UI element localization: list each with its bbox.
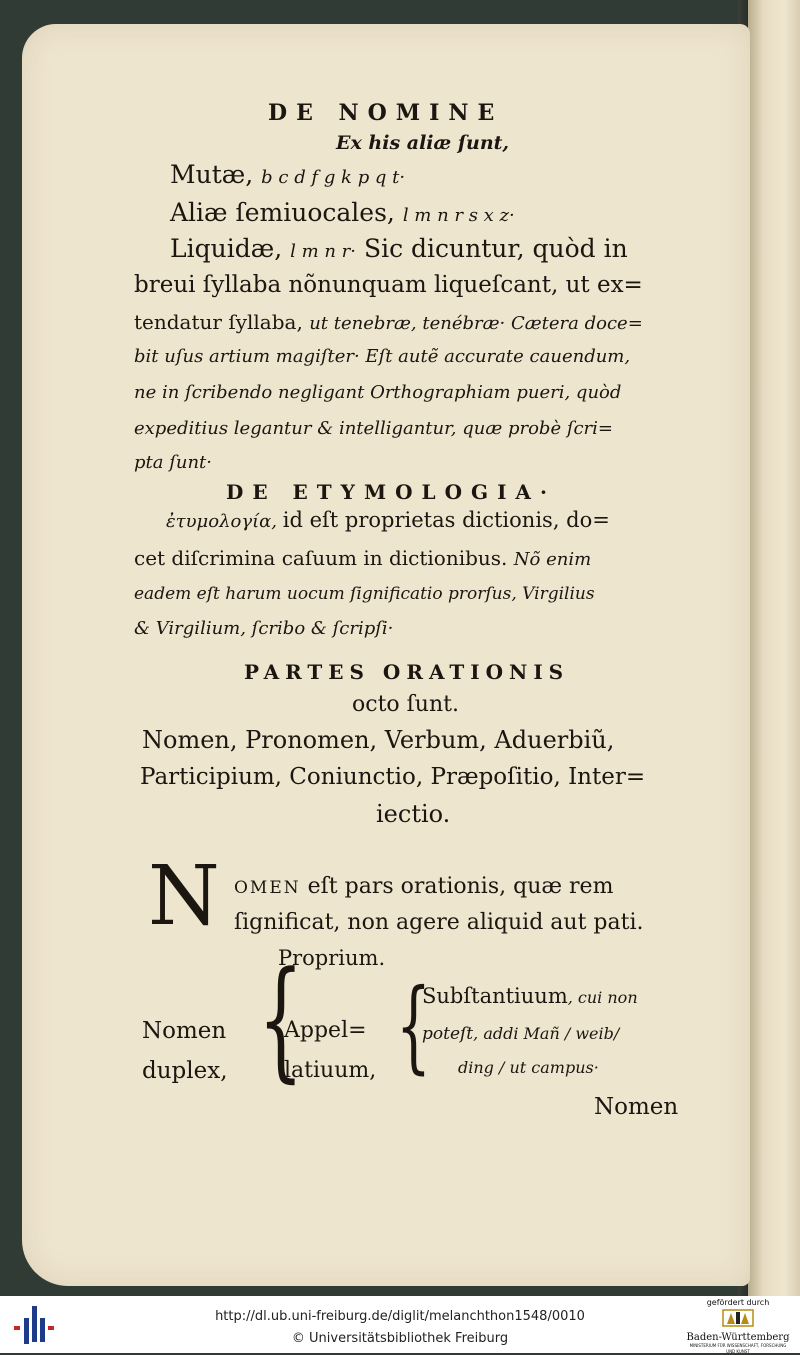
text-line: pta ſunt· [134,452,213,473]
text-line: iectio. [376,800,451,828]
subheading: Ex his aliæ ſunt, [336,132,510,154]
text-line: & Virgilium, ſcribo & ſcripſi· [134,618,394,639]
text-line: ſignificat, non agere aliquid aut pati. [234,910,644,935]
sponsor-top-text: gefördert durch [706,1298,770,1307]
text-line: Nomen, Pronomen, Verbum, Aduerbiũ, [142,726,615,754]
text-line: expeditius legantur & intelligantur, quæ probè ſcri= [134,418,614,439]
tree-ding: ding / ut campus· [458,1058,599,1077]
text-line: Participium, Coniunctio, Præpoſitio, Inter= [140,764,646,790]
left-brace: { [258,943,304,1095]
sponsor-subtitle: MINISTERIUM FÜR WISSENSCHAFT, FORSCHUNG UND KUNST [689,1343,787,1354]
book-page [22,24,750,1286]
copyright-text: © Universitätsbibliothek Freiburg [291,1331,509,1346]
section-heading-partes: PARTES ORATIONIS [244,660,570,684]
text-line: tendatur ſyllaba, ut tenebræ, tenébræ· Cætera doce= [134,310,643,334]
tree-nomen: Nomen [142,1018,227,1044]
sponsor-badge [686,1298,790,1354]
text-line: eadem eſt harum uocum ſignificatio prorſus, Virgilius [134,584,595,604]
tree-substantiuum: Subſtantiuum, cui non [422,984,638,1008]
text-line: octo ſunt. [352,692,459,717]
text-line: Mutæ, b c d f g k p q t· [170,160,406,189]
text-line: OMEN eſt pars orationis, quæ rem [234,874,614,899]
catchword: Nomen [594,1094,679,1120]
right-brace: { [396,967,431,1084]
text-line: ἐτυμολογία, id eſt proprietas dictionis, do= [166,508,610,532]
facing-page-edge [748,0,800,1296]
tree-duplex: duplex, [142,1058,228,1084]
text-line: breui ſyllaba nõnunquam liqueſcant, ut ex= [134,272,643,298]
text-line: Aliæ ſemiuocales, l m n r s x z· [170,198,515,227]
text-line: bit uſus artium magiſter· Eſt autẽ accurate cauendum, [134,346,631,367]
coat-of-arms-icon [721,1308,755,1328]
page-text [22,24,750,1286]
text-line: ne in ſcribendo negligant Orthographiam pueri, quòd [134,382,622,403]
text-line: Liquidæ, l m n r· Sic dicuntur, quòd in [170,234,628,263]
tree-latiuum: latiuum, [284,1058,377,1083]
permalink-url[interactable]: http://dl.ub.uni-freiburg.de/diglit/melanchthon1548/0010 [215,1309,585,1324]
section-heading-etymologia: DE ETYMOLOGIA· [226,480,556,504]
text-line: cet diſcrimina caſuum in dictionibus. Nõ enim [134,546,592,570]
section-heading-de-nomine: DE NOMINE [268,100,504,126]
tree-proprium: Proprium. [278,946,386,970]
sponsor-name: Baden-Württemberg [686,1332,790,1343]
tree-potest: poteſt, addi Mañ / weib/ [422,1024,620,1044]
tree-appel: Appel= [284,1018,367,1043]
drop-cap-initial: N [148,849,220,944]
